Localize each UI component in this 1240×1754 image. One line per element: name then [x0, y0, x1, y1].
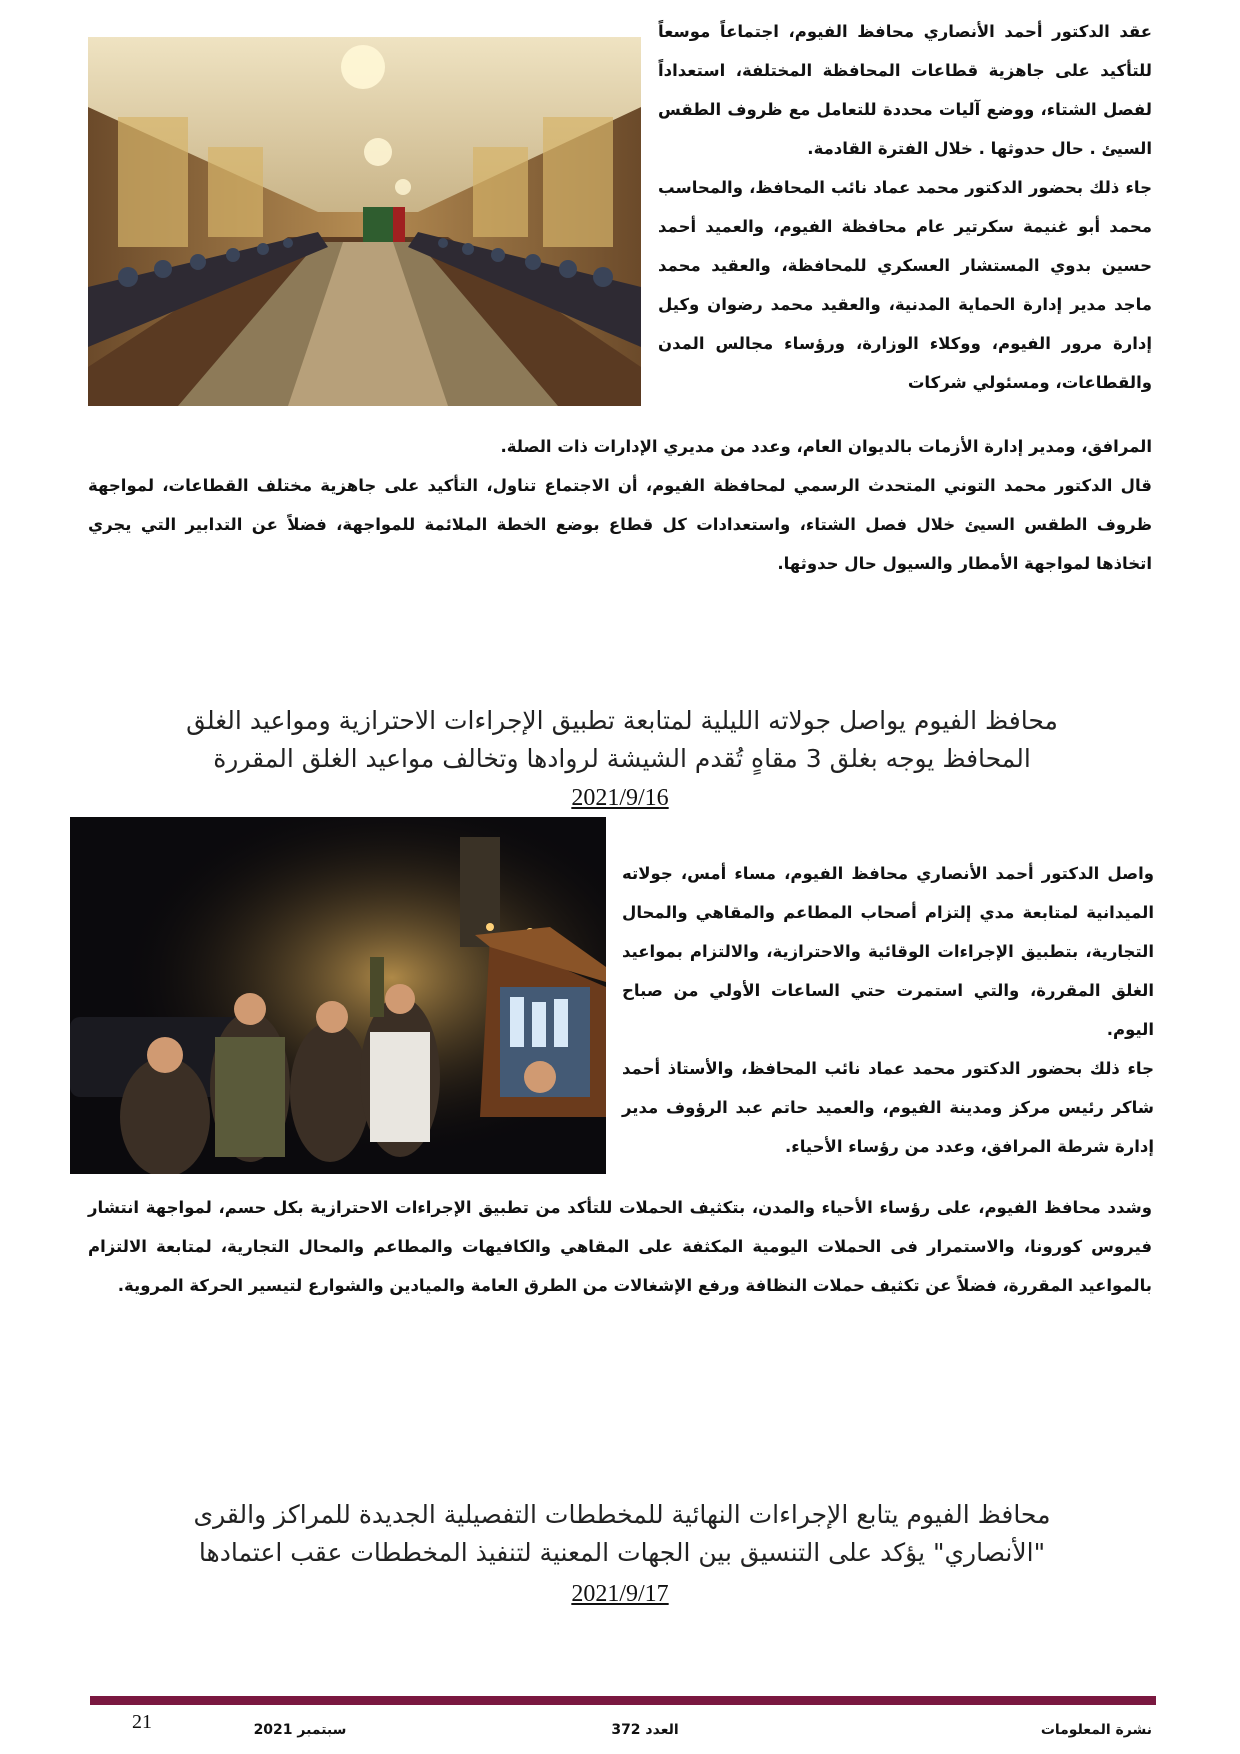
article2-date: 2021/9/16 [571, 785, 669, 811]
article1-full-text [88, 427, 1152, 583]
article1-paragraph-1: عقد الدكتور أحمد الأنصاري محافظ الفيوم، اجتماعاً موسعاً للتأكيد على جاهزية قطاعات المحافظة المختلفة، استعداداً لفصل الشتاء، ووضع آليات محددة للتعامل مع ظروف الطقس السيئ . حال حدوثها . خلال الفترة القادمة. [658, 22, 1152, 158]
article1-paragraph-3: المرافق، ومدير إدارة الأزمات بالديوان العام، وعدد من مديري الإدارات ذات الصلة. [500, 437, 1152, 456]
footer-rule [90, 1696, 1156, 1705]
article2-paragraph-1: واصل الدكتور أحمد الأنصاري محافظ الفيوم، مساء أمس، جولاته الميدانية لمتابعة مدي إلتزام أصحاب المطاعم والمقاهي والمحال التجارية، بتطبيق الإجراءات الوقائية والاحترازية، والالتزام بمواعيد الغلق المقررة، والتي استمرت حتي الساعات الأولي من صباح اليوم. [622, 864, 1154, 1039]
footer-issue: العدد 372 [611, 1722, 679, 1738]
article2-headline-line1: محافظ الفيوم يواصل جولاته الليلية لمتابعة تطبيق الإجراءات الاحترازية ومواعيد الغلق [186, 706, 1058, 735]
meeting-photo [88, 37, 641, 406]
article1-wrapped-text [658, 12, 1152, 402]
article2-paragraph-3: وشدد محافظ الفيوم، على رؤساء الأحياء والمدن، بتكثيف الحملات للتأكد من تطبيق الإجراءات الاحترازية بكل حسم، لمواجهة انتشار فيروس كورونا، والاستمرار فى الحملات اليومية المكثفة على المقاهي والكافيهات والمطاعم والمحال التجارية، لمتابعة الالتزام بالمواعيد المقررة، فضلاً عن تكثيف حملات النظافة ورفع الإشغالات من الطرق العامة والميادين والشوارع لتيسير الحركة المروية. [88, 1198, 1152, 1295]
article1-paragraph-2: جاء ذلك بحضور الدكتور محمد عماد نائب المحافظ، والمحاسب محمد أبو غنيمة سكرتير عام محافظة الفيوم، والعميد أحمد حسين بدوي المستشار العسكري للمحافظة، والعقيد محمد ماجد مدير إدارة الحماية المدنية، والعقيد محمد رضوان وكيل إدارة مرور الفيوم، ووكلاء الوزارة، ورؤساء مجالس المدن والقطاعات، ومسئولي شركات [658, 178, 1152, 392]
page-number: 21 [132, 1711, 152, 1733]
article2-wrapped-text [622, 854, 1154, 1166]
article1-paragraph-4: قال الدكتور محمد التوني المتحدث الرسمي لمحافظة الفيوم، أن الاجتماع تناول، التأكيد على جاهزية مختلف القطاعات، لمواجهة ظروف الطقس السيئ خلال فصل الشتاء، واستعدادات كل قطاع بوضع الخطة الملائمة للمواجهة، فضلاً عن التدابير التي يجري اتخاذها لمواجهة الأمطار والسيول حال حدوثها. [88, 476, 1152, 573]
article3-headline-line2: "الأنصاري" يؤكد على التنسيق بين الجهات المعنية لتنفيذ المخططات عقب اعتمادها [198, 1538, 1046, 1567]
footer-month-year: سبتمبر 2021 [253, 1722, 347, 1738]
article2-headline-line2: المحافظ يوجه بغلق 3 مقاهٍ تُقدم الشيشة لروادها وتخالف مواعيد الغلق المقررة [213, 744, 1031, 773]
article3-headline [90, 1496, 1154, 1572]
footer-publication: نشرة المعلومات [1040, 1722, 1152, 1738]
article2-full-text [88, 1188, 1152, 1305]
article2-headline [90, 702, 1154, 778]
article3-headline-line1: محافظ الفيوم يتابع الإجراءات النهائية للمخططات التفصيلية الجديدة للمراكز والقرى [193, 1500, 1051, 1529]
night-tour-photo [70, 817, 606, 1174]
article3-date: 2021/9/17 [571, 1581, 669, 1607]
article2-paragraph-2: جاء ذلك بحضور الدكتور محمد عماد نائب المحافظ، والأستاذ أحمد شاكر رئيس مركز ومدينة الفيوم، والعميد حاتم عبد الرؤوف مدير إدارة شرطة المرافق، وعدد من رؤساء الأحياء. [622, 1059, 1154, 1156]
